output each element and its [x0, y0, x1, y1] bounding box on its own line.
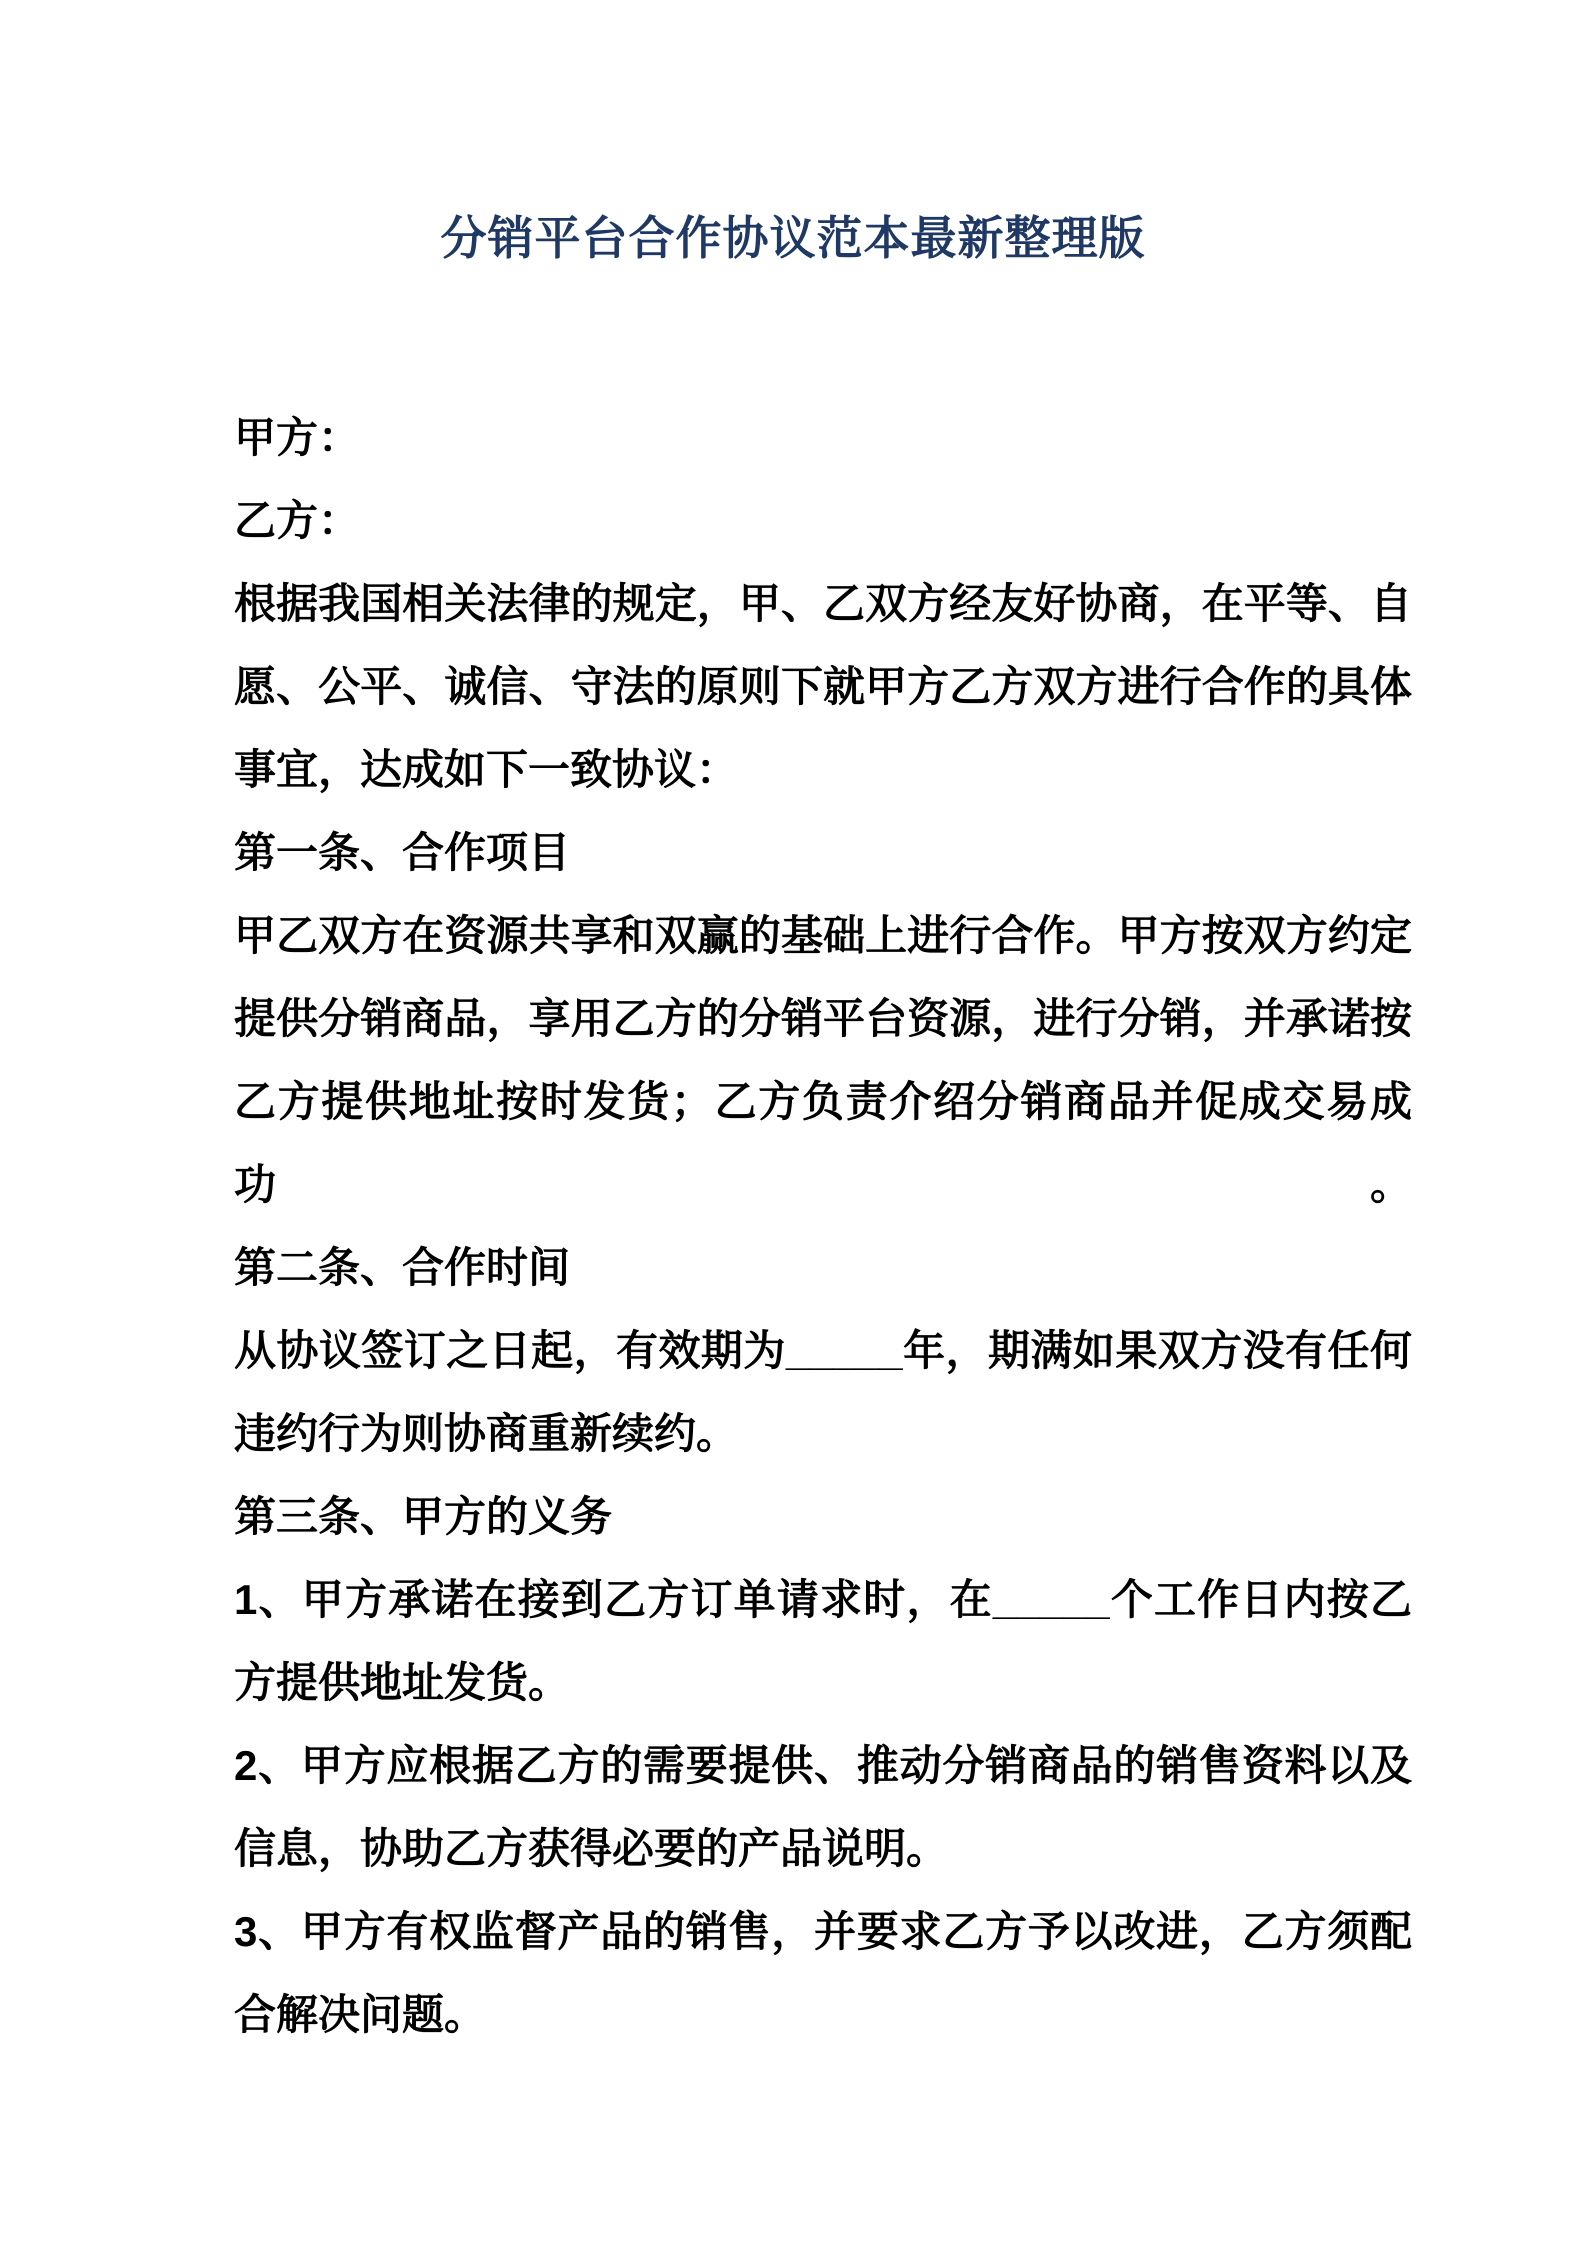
page-title: 分销平台合作协议范本最新整理版 — [440, 212, 1146, 264]
heading-article-3: 第三条、甲方的义务 — [234, 1493, 613, 1540]
document-body — [234, 396, 1412, 2056]
line-item1-1: 1、甲方承诺在接到乙方订单请求时，在_____个工作日内按乙 — [234, 1576, 1412, 1623]
line-item2-2: 信息，协助乙方获得必要的产品说明。 — [234, 1825, 949, 1872]
line-item3-2: 合解决问题。 — [234, 1991, 487, 2038]
line-item3-1: 3、甲方有权监督产品的销售，并要求乙方予以改进，乙方须配 — [234, 1908, 1412, 1955]
line-article2-2: 违约行为则协商重新续约。 — [234, 1410, 739, 1457]
line-party-a: 甲方： — [234, 414, 361, 461]
line-article1-1: 甲乙双方在资源共享和双赢的基础上进行合作。甲方按双方约定 — [234, 912, 1412, 959]
line-preamble-2: 愿、公平、诚信、守法的原则下就甲方乙方双方进行合作的具体 — [234, 663, 1412, 710]
line-preamble-3: 事宜，达成如下一致协议： — [234, 746, 739, 793]
line-article2-1: 从协议签订之日起，有效期为_____年，期满如果双方没有任何 — [234, 1327, 1412, 1374]
line-preamble-1: 根据我国相关法律的规定，甲、乙双方经友好协商，在平等、自 — [234, 580, 1412, 627]
line-party-b: 乙方： — [234, 497, 361, 544]
line-article1-3: 乙方提供地址按时发货；乙方负责介绍分销商品并促成交易成功。 — [234, 1078, 1412, 1208]
heading-article-1: 第一条、合作项目 — [234, 829, 571, 876]
line-item2-1: 2、甲方应根据乙方的需要提供、推动分销商品的销售资料以及 — [234, 1742, 1412, 1789]
line-article1-2: 提供分销商品，享用乙方的分销平台资源，进行分销，并承诺按 — [234, 995, 1412, 1042]
heading-article-2: 第二条、合作时间 — [234, 1244, 571, 1291]
line-item1-2: 方提供地址发货。 — [234, 1659, 571, 1706]
